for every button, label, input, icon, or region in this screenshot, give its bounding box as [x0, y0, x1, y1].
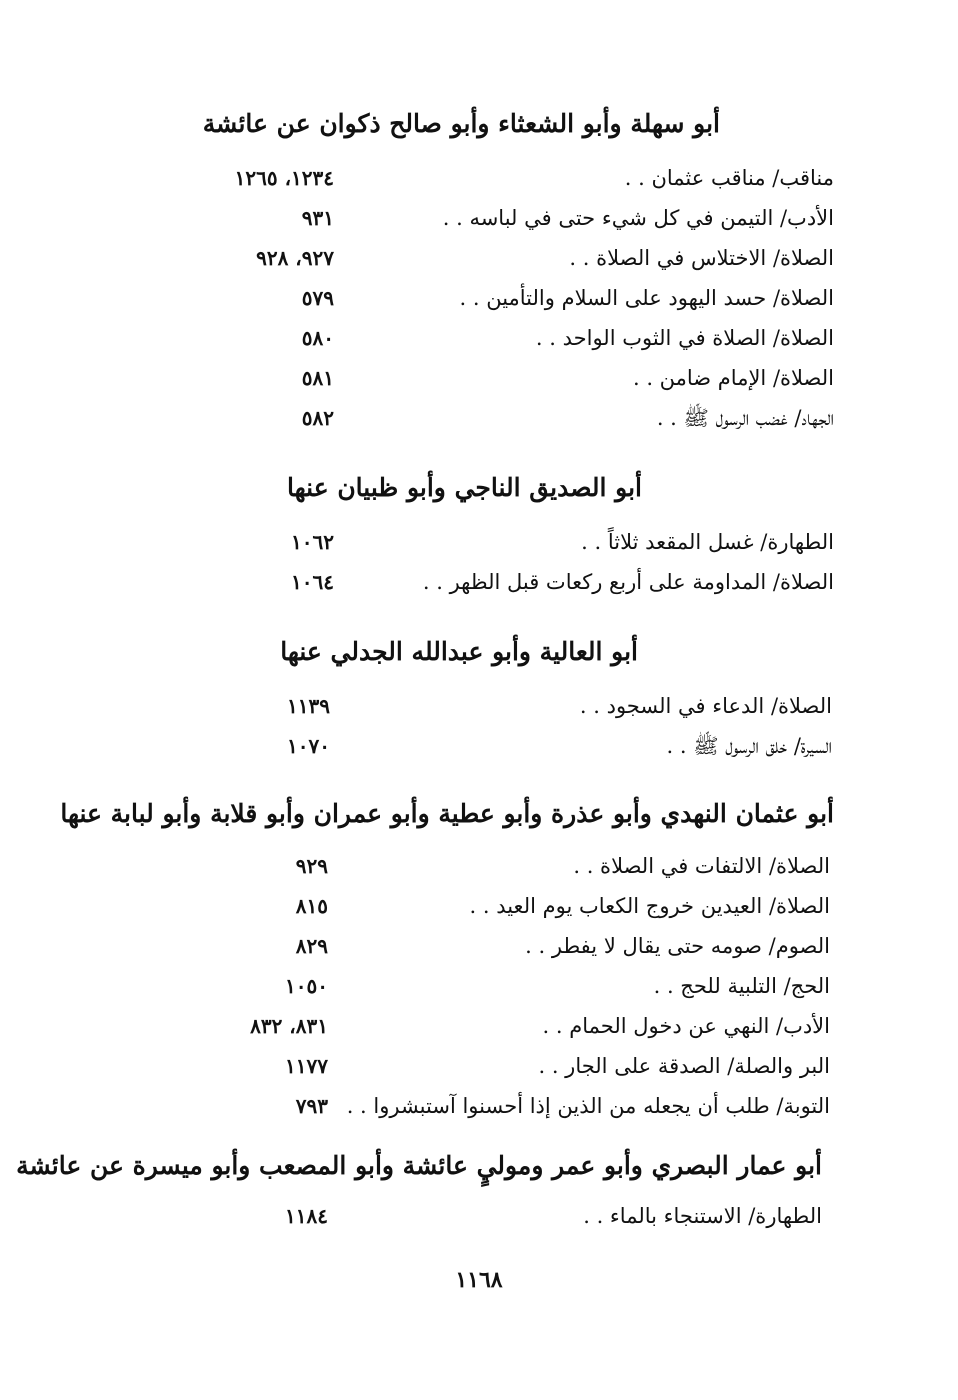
entry-text: الحج/ التلبية للحج . .: [653, 974, 830, 998]
entry-refs: ١٠٦٢: [291, 530, 334, 554]
section-heading: أبو عثمان النهدي وأبو عذرة وأبو عطية وأبو عمران وأبو قلابة وأبو لبابة عنها: [60, 799, 834, 828]
entry-refs: ٩٢٧، ٩٢٨: [256, 246, 334, 270]
entry-text: السيرة/ خلق الرسول ﷺ . .: [666, 734, 832, 758]
entry-text: التوبة/ طلب أن يجعله من الذين إذا أحسنوا آستبشروا . .: [346, 1094, 830, 1118]
entry-refs: ١٠٥٠: [285, 974, 328, 998]
index-entry: [0, 886, 958, 926]
entry-text: الصلاة/ الالتفات في الصلاة . .: [573, 854, 830, 878]
entry-text: الطهارة/ الاستنجاء بالماء . .: [583, 1204, 822, 1228]
entry-refs: ٧٩٣: [295, 1094, 328, 1118]
entry-text: الأدب/ التيمن في كل شيء حتى في لباسه . .: [442, 206, 834, 230]
entry-refs: ٨٢٩: [295, 934, 328, 958]
index-entry: [0, 158, 958, 198]
section-heading: أبو الصديق الناجي وأبو ظبيان عنها: [287, 473, 642, 502]
entry-refs: ٥٧٩: [301, 286, 334, 310]
section-heading: أبو سهلة وأبو الشعثاء وأبو صالح ذكوان عن عائشة: [202, 109, 720, 138]
index-entry: [0, 278, 958, 318]
entry-refs: ١٢٣٤، ١٢٦٥: [234, 166, 334, 190]
index-entry: [0, 562, 958, 602]
entry-text: الطهارة/ غسل المقعد ثلاثاً . .: [581, 530, 834, 554]
entry-text: البر والصلة/ الصدقة على الجار . .: [538, 1054, 830, 1078]
index-entry: [0, 846, 958, 886]
entry-refs: ٩٣١: [301, 206, 334, 230]
index-entry: [0, 1006, 958, 1046]
entry-refs: ١١٨٤: [285, 1204, 328, 1228]
index-entry: [0, 1086, 958, 1126]
entry-refs: ٩٢٩: [295, 854, 328, 878]
index-entry: [0, 198, 958, 238]
entry-refs: ٨٣١، ٨٣٢: [250, 1014, 328, 1038]
entry-refs: ٥٨٠: [301, 326, 334, 350]
entry-refs: ١٠٦٤: [291, 570, 334, 594]
index-entry: [0, 398, 958, 438]
entry-refs: ١١٣٩: [287, 694, 330, 718]
entry-text: الصلاة/ الإمام ضامن . .: [632, 366, 834, 390]
entry-text: الجهاد/ غضب الرسول ﷺ . .: [656, 406, 834, 430]
entry-text: الصلاة/ العيدين خروج الكعاب يوم العيد . .: [469, 894, 830, 918]
index-entry: [0, 966, 958, 1006]
entry-text: الصلاة/ الدعاء في السجود . .: [579, 694, 832, 718]
index-entry: [0, 726, 958, 766]
index-entry: [0, 926, 958, 966]
index-entry: [0, 318, 958, 358]
index-entry: [0, 238, 958, 278]
index-entry: [0, 1046, 958, 1086]
index-entry: [0, 686, 958, 726]
entry-refs: ١٠٧٠: [287, 734, 330, 758]
index-entry: [0, 1196, 958, 1236]
entry-text: الصلاة/ الصلاة في الثوب الواحد . .: [535, 326, 834, 350]
entry-refs: ٥٨١: [301, 366, 334, 390]
entry-refs: ١١٧٧: [285, 1054, 328, 1078]
entry-text: الصلاة/ الاختلاس في الصلاة . .: [569, 246, 834, 270]
page-number: ١١٦٨: [455, 1267, 503, 1293]
entry-refs: ٨١٥: [295, 894, 328, 918]
entry-refs: ٥٨٢: [301, 406, 334, 430]
index-entry: [0, 358, 958, 398]
index-entry: [0, 522, 958, 562]
entry-text: مناقب/ مناقب عثمان . .: [624, 166, 834, 190]
section-heading: أبو العالية وأبو عبدالله الجدلي عنها: [280, 637, 638, 666]
entry-text: الصوم/ صومه حتى يقال لا يفطر . .: [525, 934, 830, 958]
entry-text: الصلاة/ حسد اليهود على السلام والتأمين . .: [459, 286, 834, 310]
entry-text: الصلاة/ المداومة على أربع ركعات قبل الظهر . .: [422, 570, 834, 594]
entry-text: الأدب/ النهي عن دخول الحمام . .: [542, 1014, 830, 1038]
section-heading: أبو عمار البصري وأبو عمر وموليٍ عائشة وأبو المصعب وأبو ميسرة عن عائشة: [16, 1151, 822, 1180]
